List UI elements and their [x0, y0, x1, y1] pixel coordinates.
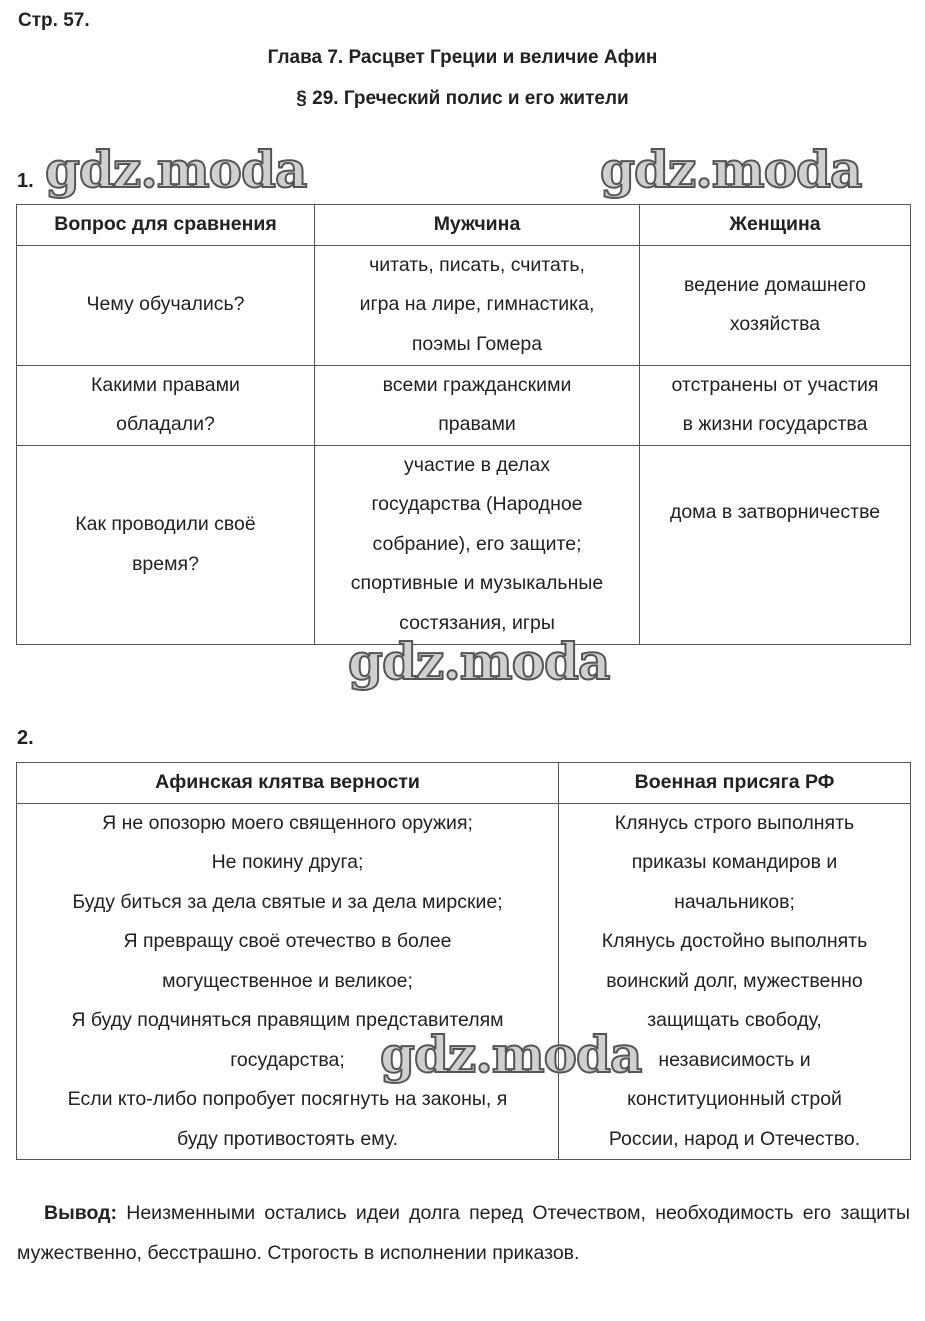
task-1-number: 1.: [17, 170, 34, 192]
header-athenian-oath: Афинская клятва верности: [17, 763, 559, 804]
page-number: Стр. 57.: [18, 10, 90, 31]
header-military-oath: Военная присяга РФ: [559, 763, 911, 804]
table-cell: Клянусь строго выполнять приказы командиров и начальников; Клянусь достойно выполнять воинский долг, мужественно защищать свободу, независимость и конституционный строй России, народ и Отечество.: [559, 803, 911, 1160]
header-woman: Женщина: [640, 205, 911, 246]
conclusion: [17, 1194, 910, 1273]
table-row: [17, 245, 911, 365]
watermark-logo: gdz.moda: [348, 632, 610, 691]
watermark-logo: gdz.moda: [380, 1025, 642, 1084]
table-row: [17, 445, 911, 644]
comparison-table: [16, 204, 911, 645]
table-header-row: [17, 205, 911, 246]
conclusion-text: Неизменными остались идеи долга перед Отечеством, необходимость его защиты мужественно, бесстрашно. Строгость в исполнении приказов.: [17, 1202, 911, 1264]
table-cell: всеми гражданскими правами: [315, 365, 640, 445]
watermark-logo: gdz.moda: [600, 140, 862, 199]
conclusion-label: Вывод:: [44, 1202, 117, 1224]
table-cell: участие в делах государства (Народное собрание), его защите; спортивные и музыкальные состязания, игры: [315, 445, 640, 644]
table-row: [17, 803, 911, 1160]
table-cell: Как проводили своё время?: [17, 445, 315, 644]
table-cell: Я не опозорю моего священного оружия; Не покину друга; Буду биться за дела святые и за дела мирские; Я превращу своё отечество в более могущественное и великое; Я буду подчиняться правящим представителям государства; Если кто-либо попробует посягнуть на законы, я буду противостоять ему.: [17, 803, 559, 1160]
table-header-row: [17, 763, 911, 804]
table-cell: читать, писать, считать, игра на лире, гимнастика, поэмы Гомера: [315, 245, 640, 365]
header-question: Вопрос для сравнения: [17, 205, 315, 246]
header-man: Мужчина: [315, 205, 640, 246]
table-cell: дома в затворничестве: [640, 445, 911, 644]
table-cell: Какими правами обладали?: [17, 365, 315, 445]
oath-table: [16, 762, 911, 1160]
chapter-title: Глава 7. Расцвет Греции и величие Афин: [267, 47, 658, 68]
table-cell: Чему обучались?: [17, 245, 315, 365]
table-row: [17, 365, 911, 445]
table-cell: отстранены от участия в жизни государства: [640, 365, 911, 445]
section-title: § 29. Греческий полис и его жители: [296, 88, 629, 109]
table-cell: ведение домашнего хозяйства: [640, 245, 911, 365]
task-2-number: 2.: [17, 727, 34, 749]
watermark-logo: gdz.moda: [45, 140, 307, 199]
